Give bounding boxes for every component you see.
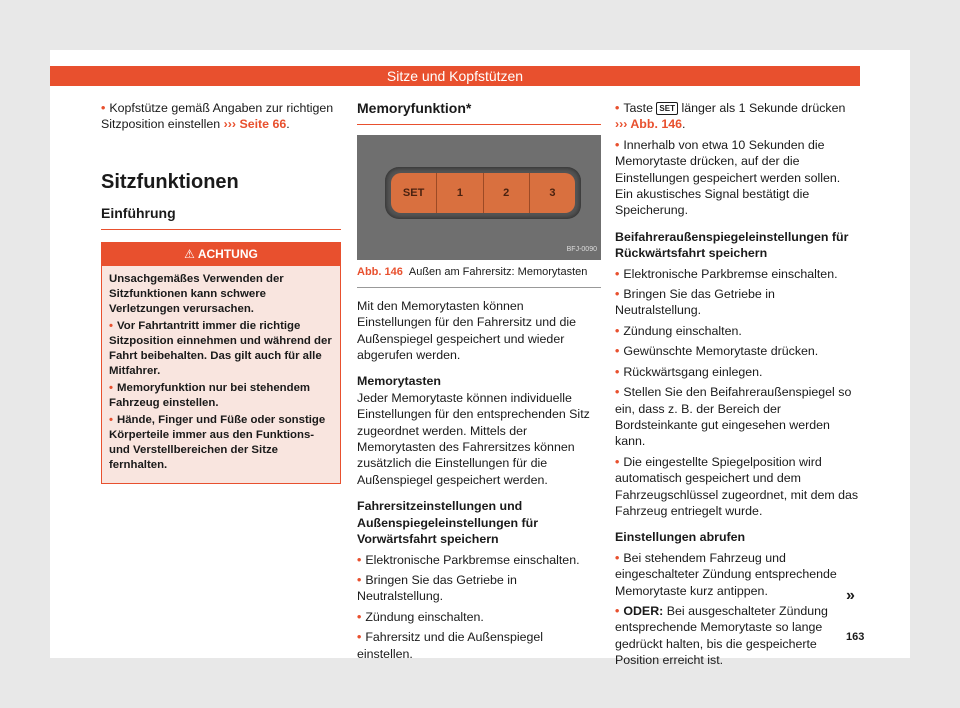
list-item: • Elektronische Parkbremse einschalten.: [357, 552, 601, 568]
memory-heading: Memoryfunktion*: [357, 100, 601, 125]
set-key: SET: [391, 173, 437, 213]
list-item: • Stellen Sie den Beifahreraußenspiegel so ein, dass z. B. der Bereich der Bordsteinkante gut eingesehen werden kann.: [615, 384, 859, 450]
section-header: Sitze und Kopfstützen: [50, 66, 860, 86]
warning-item: • Memoryfunktion nur bei stehendem Fahrzeug einstellen.: [109, 381, 333, 411]
list-item: • Innerhalb von etwa 10 Sekunden die Memorytaste drücken, auf der die Einstellungen gespeichert werden sollen. Ein akustisches Signal bestätigt die Speicherung.: [615, 137, 859, 219]
list-item: • Bringen Sie das Getriebe in Neutralstellung.: [357, 572, 601, 605]
list-item: • Bringen Sie das Getriebe in Neutralstellung.: [615, 286, 859, 319]
subheading-save-forward: Fahrersitzeinstellungen und Außenspiegeleinstellungen für Vorwärtsfahrt speichern: [357, 499, 539, 547]
figure-caption: Abb. 146 Außen am Fahrersitz: Memorytasten: [357, 264, 601, 287]
intro-bullet: • Kopfstütze gemäß Angaben zur richtigen Sitzposition einstellen ››› Seite 66.: [101, 100, 341, 133]
warning-box: [101, 242, 341, 483]
figure-reference-link[interactable]: ››› Abb. 146: [615, 117, 683, 132]
chapter-title: Sitzfunktionen: [101, 170, 239, 193]
list-item: • Taste SET länger als 1 Sekunde drücken ››› Abb. 146.: [615, 100, 859, 133]
list-item: • Zündung einschalten.: [357, 609, 601, 625]
list-item: • Fahrersitz und die Außenspiegel einstellen.: [357, 629, 601, 662]
memory-key-1: 1: [437, 173, 483, 213]
subheading-save-reverse: Beifahreraußenspiegeleinstellungen für Rückwärtsfahrt speichern: [615, 229, 849, 261]
warning-item: • Vor Fahrtantritt immer die richtige Sitzposition einnehmen und während der Fahrt beibehalten. Das gilt auch für alle Mitfahrer.: [109, 319, 333, 379]
list-item: • Zündung einschalten.: [615, 323, 859, 339]
list-item: • ODER: Bei ausgeschalteter Zündung entsprechende Memorytaste so lange gedrückt halten, bis die gespeicherte Position erreicht ist.: [615, 603, 859, 669]
list-item: • Gewünschte Memorytaste drücken.: [615, 343, 859, 359]
memory-key-row: [391, 173, 575, 213]
page-reference-link[interactable]: ››› Seite 66: [223, 117, 287, 132]
warning-item: • Hände, Finger und Füße oder sonstige Körperteile immer aus den Funktions- und Verstellbereichen der Sitze fernhalten.: [109, 413, 333, 473]
warning-icon: ⚠: [184, 247, 198, 262]
list-item: • Bei stehendem Fahrzeug und eingeschalteter Zündung entsprechende Memorytaste kurz antippen.: [615, 550, 859, 599]
warning-header: ⚠ ACHTUNG: [102, 243, 340, 265]
memorytasten-paragraph: Jeder Memorytaste können individuelle Einstellungen für den entsprechenden Sitz zugeordnet werden. Mittels der Memorytasten des Fahrersitzes können zusätzlich die Einstellungen für die Außenspiegel gespeichert werden.: [357, 390, 590, 487]
column-right: [615, 100, 859, 669]
figure-label: Abb. 146: [357, 266, 403, 279]
memory-key-2: 2: [484, 173, 530, 213]
page-number: 163: [846, 631, 865, 643]
figure-code: BFJ-0090: [566, 246, 597, 253]
memory-key-3: 3: [549, 187, 556, 200]
list-item: • Elektronische Parkbremse einschalten.: [615, 266, 859, 282]
column-middle: [357, 100, 601, 662]
intro-paragraph: Mit den Memorytasten können Einstellungen für den Fahrersitz und die Außenspiegel gespeichert und wieder abgerufen werden.: [357, 298, 577, 363]
subheading-recall: Einstellungen abrufen: [615, 530, 746, 545]
list-item: • Rückwärtsgang einlegen.: [615, 364, 859, 380]
warning-lead: Unsachgemäßes Verwenden der Sitzfunktionen kann schwere Verletzungen verursachen.: [109, 272, 284, 315]
section-title: Einführung: [101, 205, 341, 230]
set-key-icon: SET: [656, 102, 678, 115]
oder-label: ODER:: [623, 603, 664, 618]
list-item: • Die eingestellte Spiegelposition wird automatisch gespeichert und dem Fahrzeugschlüssel zugeordnet, mit dem das Fahrzeug entriegelt wurde.: [615, 454, 859, 520]
memory-buttons-figure: [357, 135, 601, 260]
warning-body: [102, 266, 340, 483]
continue-marker: »: [846, 587, 855, 604]
subheading-memorytasten: Memorytasten: [357, 374, 442, 389]
column-left: [101, 100, 341, 484]
